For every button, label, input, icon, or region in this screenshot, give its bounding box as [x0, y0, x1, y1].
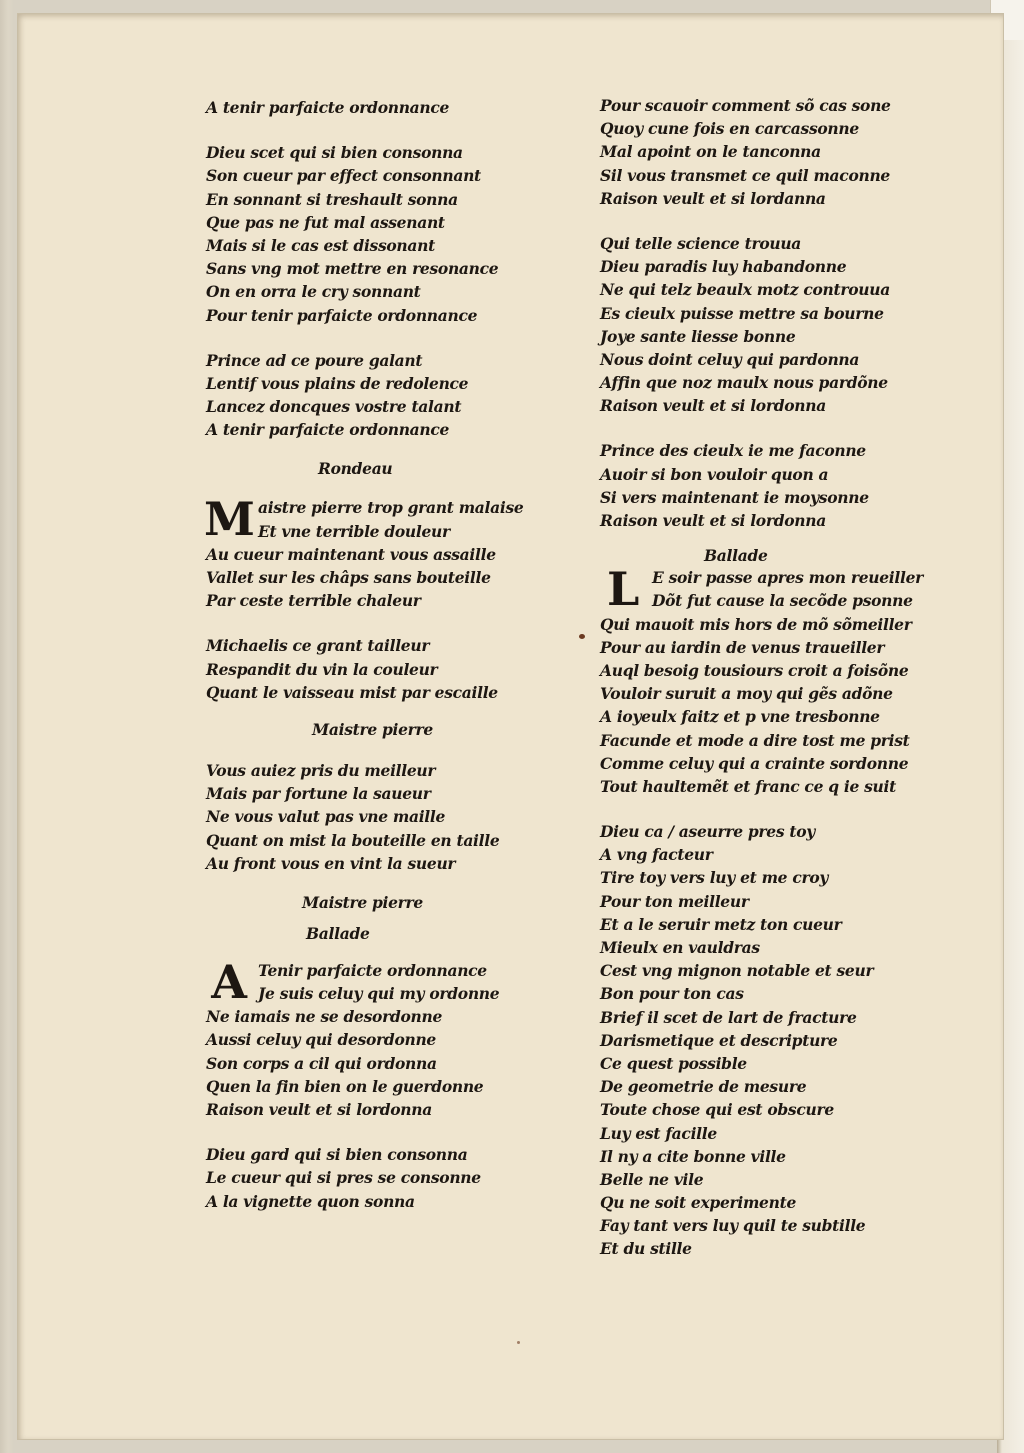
verse-line: Dõt fut cause la secõde psonne [652, 591, 913, 611]
verse-line: Affin que noz maulx nous pardõne [600, 373, 888, 393]
verse-line: Auql besoig tousiours croit a foisõne [600, 660, 909, 680]
verse-line: aistre pierre trop grant malaise [258, 498, 524, 518]
left-stanza-3 [206, 349, 586, 442]
verse-line: On en orra le cry sonnant [206, 282, 421, 302]
right-column [600, 94, 980, 1261]
verse-line: Respandit du vin la couleur [206, 659, 438, 679]
verse-line: Mieulx en vauldras [600, 938, 760, 957]
verse-line: Quoy cune fois en carcassonne [600, 119, 859, 139]
verse-line: Es cieulx puisse mettre sa bourne [600, 303, 884, 323]
verse-line: Aussi celuy qui desordonne [206, 1030, 436, 1050]
verse-line: Pour ton meilleur [600, 891, 749, 911]
verse-line: Dieu paradis luy habandonne [600, 257, 847, 277]
verse-line: Fay tant vers luy quil te subtille [600, 1216, 866, 1236]
left-stanza-dieugard [206, 1143, 586, 1213]
verse-line: Lancez doncques vostre talant [206, 397, 462, 417]
verse-line: Auoir si bon vouloir quon a [600, 464, 829, 484]
drop-cap-m: M [204, 492, 255, 547]
verse-line: Tire toy vers luy et me croy [600, 868, 829, 888]
verse-line: Ne iamais ne se desordonne [206, 1007, 443, 1027]
verse-line: Dieu ca / aseurre pres toy [600, 822, 815, 842]
heading-ballade-1: Ballade [306, 923, 370, 943]
verse-line: Ne qui telz beaulx motz controuua [600, 280, 890, 300]
verse-line: Sil vous transmet ce quil maconne [600, 165, 890, 185]
verse-line: Dieu scet qui si bien consonna [206, 143, 463, 163]
verse-line: De geometrie de mesure [600, 1077, 807, 1097]
verse-line: Son corps a cil qui ordonna [206, 1053, 437, 1073]
verse-line: Son cueur par effect consonnant [206, 166, 481, 186]
verse-line: Comme celuy qui a crainte sordonne [600, 753, 909, 773]
verse-line: Au front vous en vint la sueur [206, 853, 456, 873]
verse-line: Qui mauoit mis hors de mõ sõmeiller [600, 614, 912, 634]
verse-line: A ioyeulx faitz et p vne tresbonne [600, 707, 880, 727]
verse-line: A vng facteur [600, 845, 713, 865]
verse-line: Si vers maintenant ie moysonne [600, 487, 869, 507]
left-stanza-vous [206, 759, 586, 875]
verse-line: Belle ne vile [600, 1169, 704, 1189]
verse-line: Le cueur qui si pres se consonne [206, 1168, 481, 1188]
verse-line: Prince ad ce poure galant [206, 350, 423, 370]
verse-line: Mais si le cas est dissonant [206, 235, 435, 255]
heading-ballade-2: Ballade [704, 546, 768, 566]
verse-line: Raison veult et si lordanna [600, 188, 826, 208]
rondeau-block [204, 492, 586, 612]
verse-line: Pour scauoir comment sõ cas sone [600, 96, 891, 115]
verse-line: Ne vous valut pas vne maille [206, 807, 446, 827]
right-stanza-2 [600, 232, 980, 418]
verse-line: Quant on mist la bouteille en taille [206, 830, 500, 850]
verse-line: Raison veult et si lordonna [206, 1100, 432, 1119]
verse-line: Brief il scet de lart de fracture [600, 1007, 857, 1027]
verse-line: Mais par fortune la saueur [206, 784, 431, 804]
verse-line: Pour tenir parfaicte ordonnance [206, 305, 478, 325]
verse-line: Il ny a cite bonne ville [600, 1146, 786, 1166]
verse-line: Michaelis ce grant tailleur [206, 636, 430, 656]
left-column [206, 96, 586, 1213]
verse-line: Et du stille [600, 1239, 692, 1259]
verse-line: En sonnant si treshault sonna [206, 189, 458, 209]
verse-line: Luy est facille [600, 1123, 717, 1143]
verse-line: Lentif vous plains de redolence [206, 373, 469, 393]
verse-line: Facunde et mode a dire tost me prist [600, 730, 910, 750]
verse-line: A la vignette quon sonna [206, 1191, 415, 1211]
right-stanza-dieu [600, 820, 980, 1261]
verse-line: Mal apoint on le tanconna [600, 142, 821, 162]
verse-line: Tenir parfaicte ordonnance [258, 960, 487, 980]
verse-line: Raison veult et si lordonna [600, 396, 826, 416]
right-stanza-3 [600, 439, 980, 532]
verse-line: Prince des cieulx ie me faconne [600, 441, 866, 461]
verse-line: Pour au iardin de venus traueiller [600, 637, 885, 657]
right-stanza-1 [600, 94, 980, 210]
verse-line: Par ceste terrible chaleur [206, 591, 421, 611]
verse-line: E soir passe apres mon reueiller [652, 568, 924, 588]
verse-line: Et a le seruir metz ton cueur [600, 914, 842, 934]
verse-line: A tenir parfaicte ordonnance [206, 98, 450, 117]
ballade-block-right [600, 562, 980, 798]
heading-maistre-pierre-2: Maistre pierre [302, 892, 423, 912]
verse-line: Vallet sur les châps sans bouteille [206, 568, 491, 587]
verse-line: Dieu gard qui si bien consonna [206, 1145, 468, 1165]
verse-line: Vouloir suruit a moy qui gẽs adõne [600, 684, 893, 704]
heading-maistre-pierre-1: Maistre pierre [312, 719, 433, 739]
heading-rondeau: Rondeau [318, 459, 393, 479]
ballade-block-left [206, 954, 586, 1121]
verse-line: Bon pour ton cas [600, 984, 744, 1004]
verse-line: Cest vng mignon notable et seur [600, 961, 874, 981]
verse-line: Que pas ne fut mal assenant [206, 212, 445, 232]
verse-line: Et vne terrible douleur [258, 521, 450, 541]
verse-line: Quen la fin bien on le guerdonne [206, 1076, 484, 1096]
verse-line: Je suis celuy qui my ordonne [258, 984, 500, 1004]
left-stanza-2 [206, 141, 586, 327]
verse-line: Qu ne soit experimente [600, 1193, 797, 1213]
verse-line: Vous auiez pris du meilleur [206, 760, 436, 780]
verse-line: Au cueur maintenant vous assaille [206, 544, 496, 564]
verse-line: Ce quest possible [600, 1053, 747, 1073]
left-stanza-1 [206, 96, 586, 119]
verse-line: Toute chose qui est obscure [600, 1100, 834, 1120]
verse-line: Raison veult et si lordonna [600, 511, 826, 530]
verse-line: Nous doint celuy qui pardonna [600, 349, 860, 369]
verse-line: Sans vng mot mettre en resonance [206, 259, 499, 279]
verse-line: Joye sante liesse bonne [600, 326, 796, 346]
verse-line: Quant le vaisseau mist par escaille [206, 682, 498, 702]
verse-line: Qui telle science trouua [600, 233, 802, 253]
ink-dot [517, 1341, 520, 1344]
verse-line: Tout haultemẽt et franc ce q ie suit [600, 776, 896, 796]
drop-cap-l: L [606, 562, 640, 617]
verse-line: Darismetique et descripture [600, 1030, 838, 1050]
left-stanza-michaelis [206, 634, 586, 704]
drop-cap-a: A [211, 954, 247, 1009]
verse-line: A tenir parfaicte ordonnance [206, 420, 450, 440]
